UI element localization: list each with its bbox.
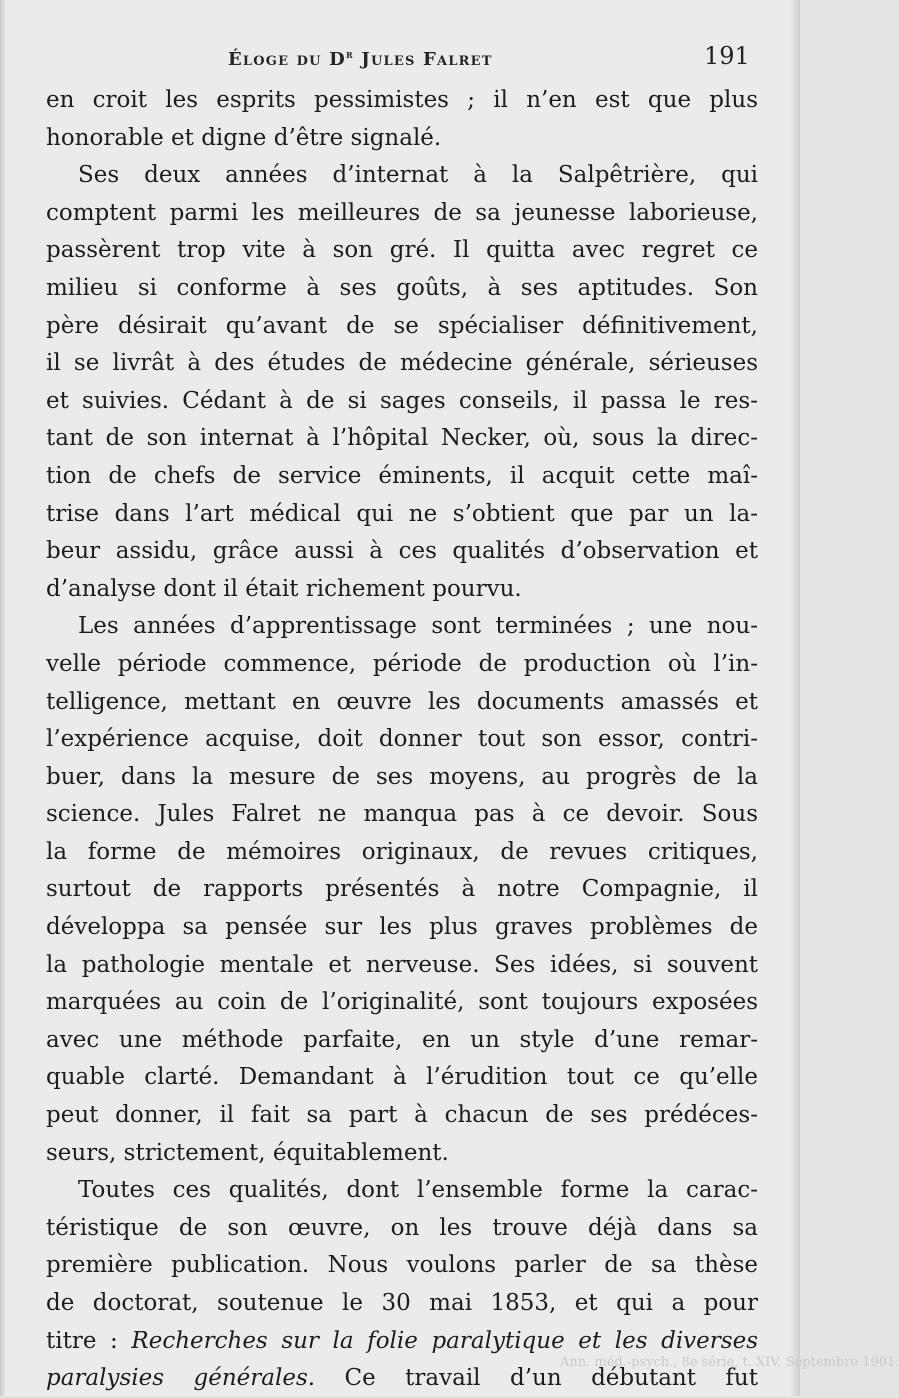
text-line: en croit les esprits pessimistes ; il n’en est que plus (46, 87, 758, 113)
text-line: de doctorat, soutenue le 30 mai 1853, et qui a pour (46, 1290, 758, 1316)
text-line: première publication. Nous voulons parler de sa thèse (46, 1252, 758, 1279)
text-line: milieu si conforme à ses goûts, à ses aptitudes. Son (46, 274, 758, 301)
text-line: quable clarté. Demandant à l’érudition tout ce qu’elle (46, 1064, 758, 1091)
page-number: 191 (704, 42, 750, 70)
text-line: velle période commence, période de production où l’in- (46, 650, 758, 677)
text-line: telligence, mettant en œuvre les documents amassés et (46, 688, 758, 715)
text-line: passèrent trop vite à son gré. Il quitta avec regret ce (46, 237, 758, 264)
running-title-post: Jules Falret (353, 49, 493, 70)
running-title-pre: Éloge du D (228, 49, 346, 70)
text-line: comptent parmi les meilleures de sa jeunesse laborieuse, (46, 199, 758, 226)
text-line: honorable et digne d’être signalé. (46, 124, 442, 151)
text-line: tion de chefs de service éminents, il acquit cette maî- (46, 462, 758, 489)
line-lead-text: titre : (46, 1327, 132, 1354)
text-line: tant de son internat à l’hôpital Necker, où, sous la direc- (46, 425, 758, 452)
text-line: trise dans l’art médical qui ne s’obtient que par un la- (46, 500, 758, 527)
text-line: Toutes ces qualités, dont l’ensemble forme la carac- (78, 1177, 758, 1204)
text-line: et suivies. Cédant à de si sages conseils, il passa le res- (46, 387, 758, 414)
body-text (46, 82, 758, 1398)
thesis-title-italic-end: paralysies générales (46, 1365, 308, 1392)
text-line: Les années d’apprentissage sont terminées ; une nou- (78, 613, 758, 640)
text-line: beur assidu, grâce aussi à ces qualités d’observation et (46, 538, 758, 565)
text-line: il se livrât à des études de médecine générale, sérieuses (46, 350, 758, 377)
page-edge-shadow-right (790, 0, 800, 1396)
text-line: seurs, strictement, équitablement. (46, 1139, 449, 1166)
text-line: la forme de mémoires originaux, de revues critiques, (46, 838, 758, 865)
text-line: Ses deux années d’internat à la Salpêtrière, qui (78, 162, 758, 189)
running-title-sup: r (345, 48, 354, 61)
page-header (0, 40, 800, 74)
page-edge-shadow-left (0, 0, 6, 1396)
line-rest-text: . Ce travail d’un débutant fut (307, 1365, 758, 1392)
text-line: buer, dans la mesure de ses moyens, au progrès de la (46, 763, 758, 790)
text-line: surtout de rapports présentés à notre Compagnie, il (46, 876, 758, 903)
text-line: marquées au coin de l’originalité, sont toujours exposées (46, 989, 758, 1016)
text-line: science. Jules Falret ne manqua pas à ce devoir. Sous (46, 801, 758, 828)
text-line: développa sa pensée sur les plus graves problèmes de (46, 914, 758, 941)
thesis-title-italic: Recherches sur la folie paralytique et les diverses (131, 1327, 758, 1354)
bleed-through-footer: Ann. méd.-psych., 8e série, t. XIV. Septembre 1901. (560, 1355, 899, 1370)
text-line: téristique de son œuvre, on les trouve déjà dans sa (46, 1214, 758, 1241)
text-line: la pathologie mentale et nerveuse. Ses idées, si souvent (46, 951, 758, 978)
text-line: l’expérience acquise, doit donner tout son essor, contri- (46, 726, 758, 753)
text-line: père désirait qu’avant de se spécialiser définitivement, (46, 312, 758, 339)
text-line: d’analyse dont il était richement pourvu. (46, 575, 522, 602)
running-title (228, 48, 493, 70)
text-line: peut donner, il fait sa part à chacun de ses prédéces- (46, 1102, 758, 1129)
text-line: avec une méthode parfaite, en un style d’une remar- (46, 1026, 758, 1053)
